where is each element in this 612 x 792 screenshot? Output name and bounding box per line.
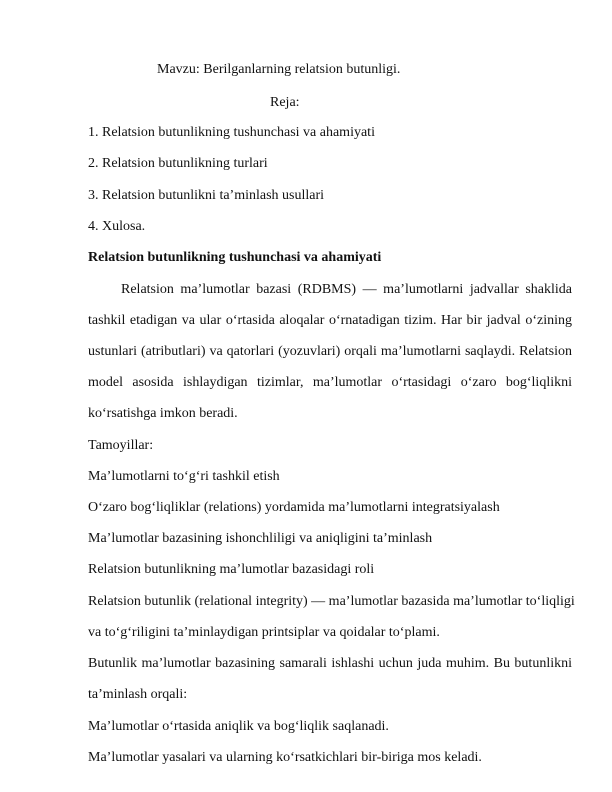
paragraph-line: ustunlari (atributlari) va qatorlari (yozuvlari) orqali ma’lumotlarni saqlaydi. Relatsion: [88, 344, 572, 359]
paragraph-line: ko‘rsatishga imkon beradi.: [88, 406, 238, 421]
paragraph-line: model asosida ishlaydigan tizimlar, ma’lumotlar o‘rtasidagi o‘zaro bog‘liqlikni: [88, 375, 572, 390]
principles-title: Tamoyillar:: [88, 438, 154, 453]
principle-item: Relatsion butunlikning ma’lumotlar bazasidagi roli: [88, 562, 375, 577]
plan-item: 1. Relatsion butunlikning tushunchasi va ahamiyati: [88, 125, 375, 140]
plan-item: 3. Relatsion butunlikni ta’minlash usullari: [88, 188, 325, 203]
integrity-line: Relatsion butunlik (relational integrity) — ma’lumotlar bazasida ma’lumotlar to‘liqligi: [88, 594, 575, 609]
section-heading: Relatsion butunlikning tushunchasi va ahamiyati: [88, 250, 382, 265]
document-topic: Mavzu: Berilganlarning relatsion butunligi.: [157, 62, 401, 77]
result-item: Ma’lumotlar yasalari va ularning ko‘rsatkichlari bir-biriga mos keladi.: [88, 750, 482, 765]
result-item: Ma’lumotlar o‘rtasida aniqlik va bog‘liqlik saqlanadi.: [88, 719, 389, 734]
integrity-line: va to‘g‘riligini ta’minlaydigan printsiplar va qoidalar to‘plami.: [88, 625, 440, 640]
plan-title: Reja:: [270, 95, 300, 110]
importance-line: Butunlik ma’lumotlar bazasining samarali ishlashi uchun juda muhim. Bu butunlikni: [88, 656, 572, 671]
principle-item: Ma’lumotlarni to‘g‘ri tashkil etish: [88, 469, 280, 484]
importance-line: ta’minlash orqali:: [88, 687, 188, 702]
plan-item: 4. Xulosa.: [88, 219, 146, 234]
paragraph-line: tashkil etadigan va ular o‘rtasida aloqalar o‘rnatadigan tizim. Har bir jadval o‘zining: [88, 313, 572, 328]
paragraph-line: Relatsion ma’lumotlar bazasi (RDBMS) — ma’lumotlarni jadvallar shaklida: [121, 282, 572, 297]
principle-item: Ma’lumotlar bazasining ishonchliligi va aniqligini ta’minlash: [88, 531, 433, 546]
principle-item: O‘zaro bog‘liqliklar (relations) yordamida ma’lumotlarni integratsiyalash: [88, 500, 500, 515]
plan-item: 2. Relatsion butunlikning turlari: [88, 156, 268, 171]
